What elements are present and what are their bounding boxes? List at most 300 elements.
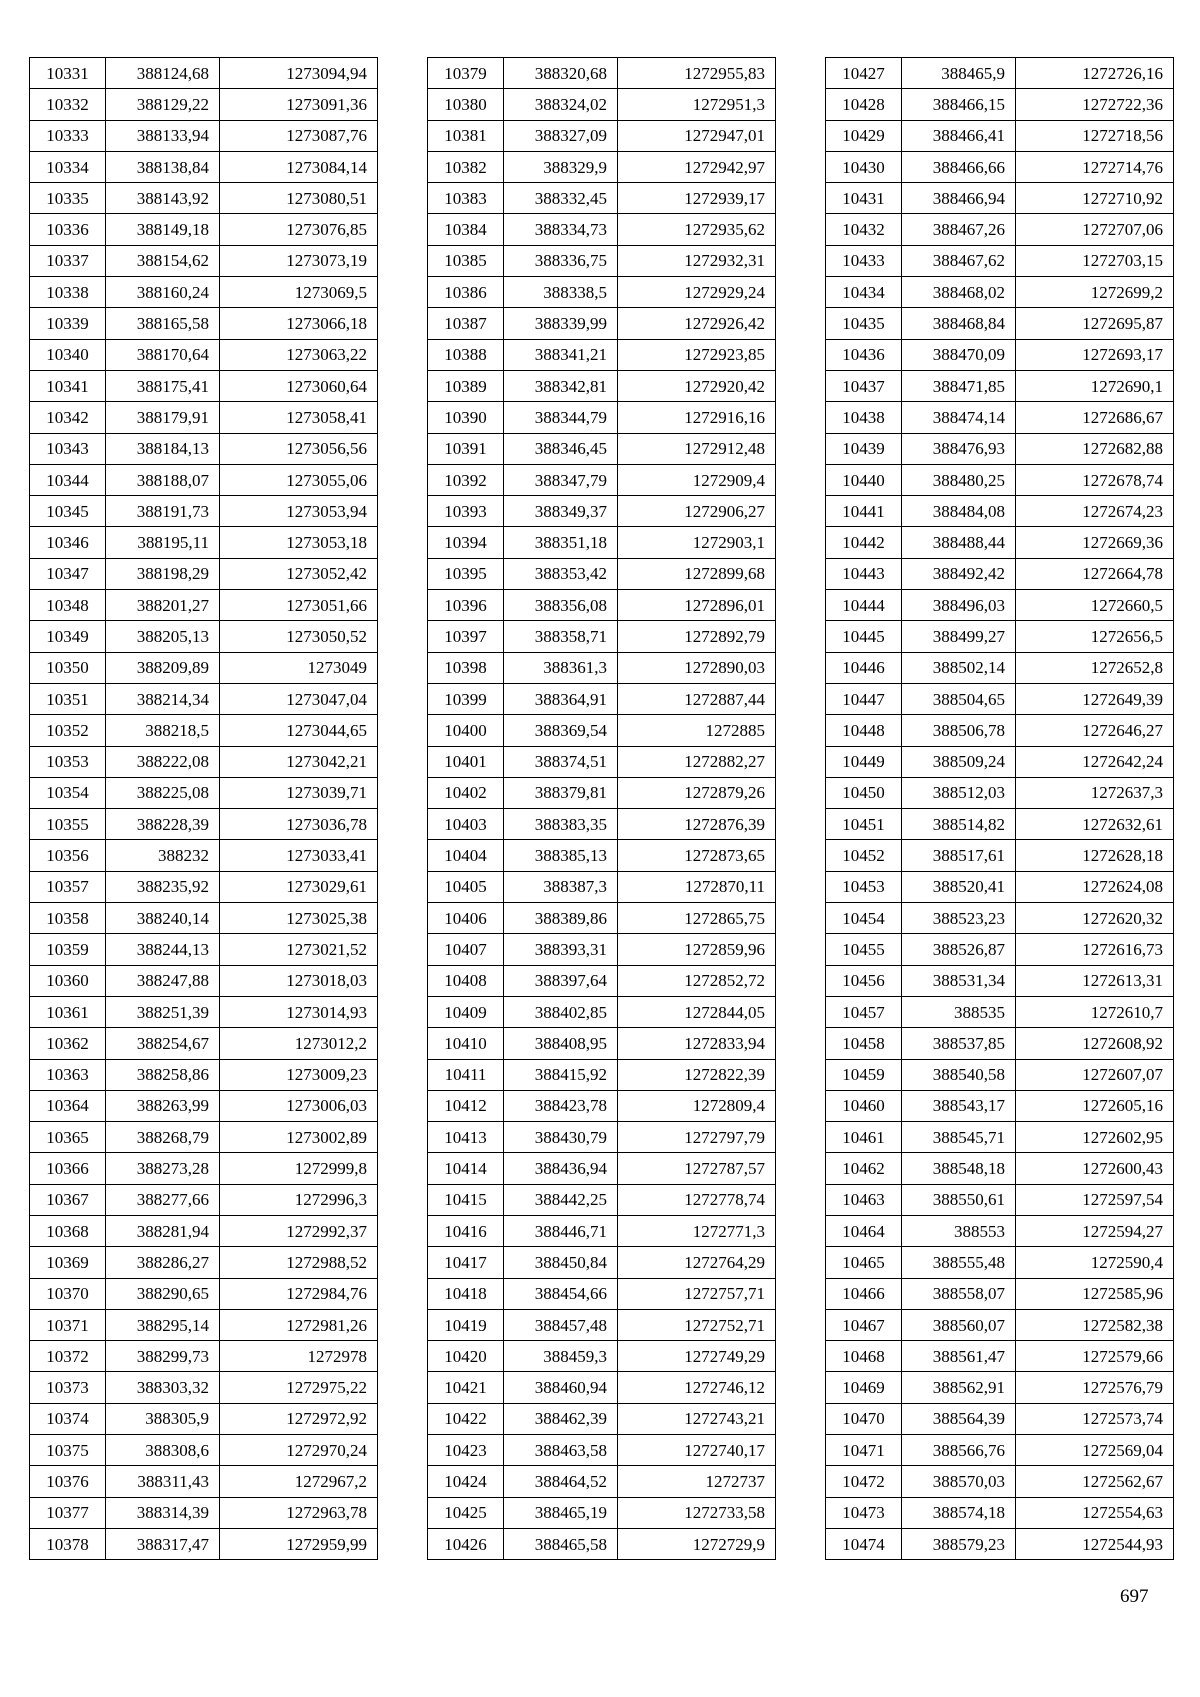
table-row: [30, 621, 378, 652]
point-number-cell: 10444: [826, 590, 902, 621]
table-row: [30, 1528, 378, 1559]
point-number-cell: 10346: [30, 527, 106, 558]
y-coordinate-cell: 1272865,75: [618, 903, 776, 934]
y-coordinate-cell: 1273060,64: [220, 370, 378, 401]
point-number-cell: 10334: [30, 151, 106, 182]
table-row: [826, 715, 1174, 746]
point-number-cell: 10433: [826, 245, 902, 276]
y-coordinate-cell: 1272590,4: [1016, 1247, 1174, 1278]
table-row: [826, 746, 1174, 777]
x-coordinate-cell: 388329,9: [504, 151, 618, 182]
x-coordinate-cell: 388129,22: [106, 89, 220, 120]
x-coordinate-cell: 388402,85: [504, 996, 618, 1027]
table-row: [826, 433, 1174, 464]
x-coordinate-cell: 388251,39: [106, 996, 220, 1027]
table-row: [826, 1028, 1174, 1059]
table-row: [826, 621, 1174, 652]
table-row: [826, 652, 1174, 683]
table-body: [826, 58, 1174, 1560]
point-number-cell: 10462: [826, 1153, 902, 1184]
table-row: [428, 558, 776, 589]
y-coordinate-cell: 1273025,38: [220, 903, 378, 934]
x-coordinate-cell: 388349,37: [504, 496, 618, 527]
x-coordinate-cell: 388364,91: [504, 683, 618, 714]
x-coordinate-cell: 388436,94: [504, 1153, 618, 1184]
table-row: [30, 151, 378, 182]
point-number-cell: 10365: [30, 1122, 106, 1153]
x-coordinate-cell: 388504,65: [902, 683, 1016, 714]
y-coordinate-cell: 1272710,92: [1016, 183, 1174, 214]
x-coordinate-cell: 388562,91: [902, 1372, 1016, 1403]
table-row: [428, 715, 776, 746]
table-row: [428, 308, 776, 339]
y-coordinate-cell: 1272620,32: [1016, 903, 1174, 934]
y-coordinate-cell: 1272637,3: [1016, 777, 1174, 808]
x-coordinate-cell: 388160,24: [106, 277, 220, 308]
point-number-cell: 10333: [30, 120, 106, 151]
x-coordinate-cell: 388374,51: [504, 746, 618, 777]
table-row: [428, 151, 776, 182]
x-coordinate-cell: 388535: [902, 996, 1016, 1027]
point-number-cell: 10418: [428, 1278, 504, 1309]
y-coordinate-cell: 1272605,16: [1016, 1090, 1174, 1121]
y-coordinate-cell: 1272695,87: [1016, 308, 1174, 339]
y-coordinate-cell: 1272607,07: [1016, 1059, 1174, 1090]
x-coordinate-cell: 388154,62: [106, 245, 220, 276]
y-coordinate-cell: 1272714,76: [1016, 151, 1174, 182]
y-coordinate-cell: 1273053,18: [220, 527, 378, 558]
point-number-cell: 10454: [826, 903, 902, 934]
table-row: [30, 527, 378, 558]
table-row: [428, 1403, 776, 1434]
point-number-cell: 10335: [30, 183, 106, 214]
x-coordinate-cell: 388244,13: [106, 934, 220, 965]
table-row: [30, 464, 378, 495]
point-number-cell: 10389: [428, 370, 504, 401]
point-number-cell: 10338: [30, 277, 106, 308]
x-coordinate-cell: 388295,14: [106, 1309, 220, 1340]
point-number-cell: 10436: [826, 339, 902, 370]
table-row: [826, 464, 1174, 495]
table-row: [826, 1090, 1174, 1121]
table-row: [428, 1528, 776, 1559]
table-row: [30, 1247, 378, 1278]
x-coordinate-cell: 388385,13: [504, 840, 618, 871]
x-coordinate-cell: 388484,08: [902, 496, 1016, 527]
table-row: [428, 1122, 776, 1153]
x-coordinate-cell: 388175,41: [106, 370, 220, 401]
table-row: [30, 1372, 378, 1403]
x-coordinate-cell: 388209,89: [106, 652, 220, 683]
point-number-cell: 10468: [826, 1341, 902, 1372]
table-row: [428, 1466, 776, 1497]
table-row: [428, 1278, 776, 1309]
table-body: [428, 58, 776, 1560]
y-coordinate-cell: 1272955,83: [618, 58, 776, 89]
x-coordinate-cell: 388277,66: [106, 1184, 220, 1215]
x-coordinate-cell: 388214,34: [106, 683, 220, 714]
x-coordinate-cell: 388358,71: [504, 621, 618, 652]
point-number-cell: 10358: [30, 903, 106, 934]
x-coordinate-cell: 388506,78: [902, 715, 1016, 746]
y-coordinate-cell: 1272757,71: [618, 1278, 776, 1309]
point-number-cell: 10336: [30, 214, 106, 245]
y-coordinate-cell: 1272674,23: [1016, 496, 1174, 527]
x-coordinate-cell: 388124,68: [106, 58, 220, 89]
table-row: [30, 120, 378, 151]
x-coordinate-cell: 388351,18: [504, 527, 618, 558]
point-number-cell: 10399: [428, 683, 504, 714]
x-coordinate-cell: 388446,71: [504, 1215, 618, 1246]
point-number-cell: 10463: [826, 1184, 902, 1215]
y-coordinate-cell: 1272649,39: [1016, 683, 1174, 714]
point-number-cell: 10413: [428, 1122, 504, 1153]
y-coordinate-cell: 1272718,56: [1016, 120, 1174, 151]
x-coordinate-cell: 388332,45: [504, 183, 618, 214]
table-row: [428, 746, 776, 777]
x-coordinate-cell: 388356,08: [504, 590, 618, 621]
y-coordinate-cell: 1273053,94: [220, 496, 378, 527]
table-row: [30, 339, 378, 370]
table-row: [428, 433, 776, 464]
y-coordinate-cell: 1273033,41: [220, 840, 378, 871]
x-coordinate-cell: 388341,21: [504, 339, 618, 370]
table-row: [826, 339, 1174, 370]
y-coordinate-cell: 1272737: [618, 1466, 776, 1497]
y-coordinate-cell: 1273039,71: [220, 777, 378, 808]
point-number-cell: 10332: [30, 89, 106, 120]
y-coordinate-cell: 1272992,37: [220, 1215, 378, 1246]
x-coordinate-cell: 388512,03: [902, 777, 1016, 808]
point-number-cell: 10402: [428, 777, 504, 808]
y-coordinate-cell: 1273009,23: [220, 1059, 378, 1090]
point-number-cell: 10337: [30, 245, 106, 276]
x-coordinate-cell: 388423,78: [504, 1090, 618, 1121]
x-coordinate-cell: 388540,58: [902, 1059, 1016, 1090]
table-row: [30, 934, 378, 965]
y-coordinate-cell: 1272929,24: [618, 277, 776, 308]
point-number-cell: 10449: [826, 746, 902, 777]
point-number-cell: 10437: [826, 370, 902, 401]
y-coordinate-cell: 1272562,67: [1016, 1466, 1174, 1497]
table-row: [428, 1309, 776, 1340]
point-number-cell: 10411: [428, 1059, 504, 1090]
x-coordinate-cell: 388526,87: [902, 934, 1016, 965]
x-coordinate-cell: 388553: [902, 1215, 1016, 1246]
y-coordinate-cell: 1272916,16: [618, 402, 776, 433]
y-coordinate-cell: 1272870,11: [618, 871, 776, 902]
y-coordinate-cell: 1272887,44: [618, 683, 776, 714]
point-number-cell: 10410: [428, 1028, 504, 1059]
table-row: [30, 1122, 378, 1153]
point-number-cell: 10460: [826, 1090, 902, 1121]
table-row: [30, 1153, 378, 1184]
page-number: 697: [1120, 1586, 1149, 1607]
point-number-cell: 10458: [826, 1028, 902, 1059]
point-number-cell: 10364: [30, 1090, 106, 1121]
table-row: [428, 120, 776, 151]
x-coordinate-cell: 388198,29: [106, 558, 220, 589]
y-coordinate-cell: 1273002,89: [220, 1122, 378, 1153]
y-coordinate-cell: 1272660,5: [1016, 590, 1174, 621]
x-coordinate-cell: 388548,18: [902, 1153, 1016, 1184]
table-row: [826, 965, 1174, 996]
y-coordinate-cell: 1273051,66: [220, 590, 378, 621]
x-coordinate-cell: 388460,94: [504, 1372, 618, 1403]
point-number-cell: 10349: [30, 621, 106, 652]
x-coordinate-cell: 388464,52: [504, 1466, 618, 1497]
x-coordinate-cell: 388415,92: [504, 1059, 618, 1090]
point-number-cell: 10395: [428, 558, 504, 589]
point-number-cell: 10362: [30, 1028, 106, 1059]
point-number-cell: 10396: [428, 590, 504, 621]
point-number-cell: 10344: [30, 464, 106, 495]
y-coordinate-cell: 1272959,99: [220, 1528, 378, 1559]
y-coordinate-cell: 1272876,39: [618, 809, 776, 840]
x-coordinate-cell: 388450,84: [504, 1247, 618, 1278]
y-coordinate-cell: 1272939,17: [618, 183, 776, 214]
x-coordinate-cell: 388514,82: [902, 809, 1016, 840]
point-number-cell: 10339: [30, 308, 106, 339]
y-coordinate-cell: 1272947,01: [618, 120, 776, 151]
x-coordinate-cell: 388579,23: [902, 1528, 1016, 1559]
point-number-cell: 10383: [428, 183, 504, 214]
point-number-cell: 10385: [428, 245, 504, 276]
x-coordinate-cell: 388488,44: [902, 527, 1016, 558]
y-coordinate-cell: 1272608,92: [1016, 1028, 1174, 1059]
table-row: [826, 1341, 1174, 1372]
table-row: [30, 683, 378, 714]
table-row: [826, 1372, 1174, 1403]
table-row: [826, 370, 1174, 401]
point-number-cell: 10369: [30, 1247, 106, 1278]
point-number-cell: 10443: [826, 558, 902, 589]
point-number-cell: 10412: [428, 1090, 504, 1121]
x-coordinate-cell: 388346,45: [504, 433, 618, 464]
table-row: [30, 652, 378, 683]
point-number-cell: 10345: [30, 496, 106, 527]
y-coordinate-cell: 1273036,78: [220, 809, 378, 840]
point-number-cell: 10407: [428, 934, 504, 965]
y-coordinate-cell: 1273080,51: [220, 183, 378, 214]
table-row: [826, 245, 1174, 276]
table-row: [428, 245, 776, 276]
y-coordinate-cell: 1272664,78: [1016, 558, 1174, 589]
y-coordinate-cell: 1272967,2: [220, 1466, 378, 1497]
table-row: [30, 1215, 378, 1246]
y-coordinate-cell: 1272885: [618, 715, 776, 746]
point-number-cell: 10363: [30, 1059, 106, 1090]
y-coordinate-cell: 1272909,4: [618, 464, 776, 495]
y-coordinate-cell: 1273044,65: [220, 715, 378, 746]
x-coordinate-cell: 388184,13: [106, 433, 220, 464]
y-coordinate-cell: 1273006,03: [220, 1090, 378, 1121]
point-number-cell: 10368: [30, 1215, 106, 1246]
point-number-cell: 10352: [30, 715, 106, 746]
point-number-cell: 10401: [428, 746, 504, 777]
y-coordinate-cell: 1272978: [220, 1341, 378, 1372]
x-coordinate-cell: 388268,79: [106, 1122, 220, 1153]
table-row: [428, 1341, 776, 1372]
point-number-cell: 10340: [30, 339, 106, 370]
x-coordinate-cell: 388545,71: [902, 1122, 1016, 1153]
x-coordinate-cell: 388457,48: [504, 1309, 618, 1340]
x-coordinate-cell: 388149,18: [106, 214, 220, 245]
table-row: [30, 1059, 378, 1090]
table-row: [428, 809, 776, 840]
table-row: [826, 777, 1174, 808]
table-row: [30, 996, 378, 1027]
point-number-cell: 10381: [428, 120, 504, 151]
table-row: [826, 996, 1174, 1027]
x-coordinate-cell: 388564,39: [902, 1403, 1016, 1434]
point-number-cell: 10386: [428, 277, 504, 308]
y-coordinate-cell: 1272988,52: [220, 1247, 378, 1278]
x-coordinate-cell: 388205,13: [106, 621, 220, 652]
x-coordinate-cell: 388466,66: [902, 151, 1016, 182]
table-row: [428, 277, 776, 308]
point-number-cell: 10361: [30, 996, 106, 1027]
point-number-cell: 10451: [826, 809, 902, 840]
table-row: [30, 1184, 378, 1215]
table-row: [30, 1028, 378, 1059]
table-row: [30, 496, 378, 527]
x-coordinate-cell: 388387,3: [504, 871, 618, 902]
y-coordinate-cell: 1272554,63: [1016, 1497, 1174, 1528]
point-number-cell: 10394: [428, 527, 504, 558]
point-number-cell: 10380: [428, 89, 504, 120]
y-coordinate-cell: 1272690,1: [1016, 370, 1174, 401]
point-number-cell: 10393: [428, 496, 504, 527]
x-coordinate-cell: 388463,58: [504, 1435, 618, 1466]
y-coordinate-cell: 1272678,74: [1016, 464, 1174, 495]
x-coordinate-cell: 388566,76: [902, 1435, 1016, 1466]
y-coordinate-cell: 1272932,31: [618, 245, 776, 276]
x-coordinate-cell: 388537,85: [902, 1028, 1016, 1059]
x-coordinate-cell: 388454,66: [504, 1278, 618, 1309]
y-coordinate-cell: 1273084,14: [220, 151, 378, 182]
y-coordinate-cell: 1272726,16: [1016, 58, 1174, 89]
point-number-cell: 10354: [30, 777, 106, 808]
point-number-cell: 10404: [428, 840, 504, 871]
y-coordinate-cell: 1273042,21: [220, 746, 378, 777]
y-coordinate-cell: 1272594,27: [1016, 1215, 1174, 1246]
table-row: [826, 1153, 1174, 1184]
point-number-cell: 10464: [826, 1215, 902, 1246]
table-row: [428, 996, 776, 1027]
y-coordinate-cell: 1272746,12: [618, 1372, 776, 1403]
point-number-cell: 10405: [428, 871, 504, 902]
x-coordinate-cell: 388254,67: [106, 1028, 220, 1059]
x-coordinate-cell: 388258,86: [106, 1059, 220, 1090]
y-coordinate-cell: 1272585,96: [1016, 1278, 1174, 1309]
point-number-cell: 10350: [30, 652, 106, 683]
table-row: [826, 809, 1174, 840]
table-row: [826, 1184, 1174, 1215]
table-row: [30, 183, 378, 214]
x-coordinate-cell: 388334,73: [504, 214, 618, 245]
y-coordinate-cell: 1272628,18: [1016, 840, 1174, 871]
y-coordinate-cell: 1272722,36: [1016, 89, 1174, 120]
point-number-cell: 10377: [30, 1497, 106, 1528]
x-coordinate-cell: 388574,18: [902, 1497, 1016, 1528]
x-coordinate-cell: 388465,19: [504, 1497, 618, 1528]
table-row: [30, 370, 378, 401]
y-coordinate-cell: 1273055,06: [220, 464, 378, 495]
y-coordinate-cell: 1272652,8: [1016, 652, 1174, 683]
table-row: [428, 1497, 776, 1528]
table-row: [826, 871, 1174, 902]
point-number-cell: 10417: [428, 1247, 504, 1278]
table-row: [826, 527, 1174, 558]
table-row: [428, 89, 776, 120]
table-row: [428, 214, 776, 245]
x-coordinate-cell: 388480,25: [902, 464, 1016, 495]
table-row: [428, 1247, 776, 1278]
point-number-cell: 10382: [428, 151, 504, 182]
table-row: [30, 1403, 378, 1434]
table-row: [428, 402, 776, 433]
table-row: [30, 1090, 378, 1121]
y-coordinate-cell: 1272669,36: [1016, 527, 1174, 558]
table-row: [826, 934, 1174, 965]
point-number-cell: 10379: [428, 58, 504, 89]
y-coordinate-cell: 1272544,93: [1016, 1528, 1174, 1559]
table-row: [428, 934, 776, 965]
table-row: [428, 871, 776, 902]
y-coordinate-cell: 1272642,24: [1016, 746, 1174, 777]
table-row: [30, 1435, 378, 1466]
point-number-cell: 10446: [826, 652, 902, 683]
x-coordinate-cell: 388225,08: [106, 777, 220, 808]
coordinate-table-3: [825, 57, 1174, 1560]
x-coordinate-cell: 388273,28: [106, 1153, 220, 1184]
table-row: [428, 1184, 776, 1215]
y-coordinate-cell: 1273012,2: [220, 1028, 378, 1059]
x-coordinate-cell: 388247,88: [106, 965, 220, 996]
y-coordinate-cell: 1273073,19: [220, 245, 378, 276]
x-coordinate-cell: 388218,5: [106, 715, 220, 746]
x-coordinate-cell: 388459,3: [504, 1341, 618, 1372]
table-row: [30, 809, 378, 840]
point-number-cell: 10423: [428, 1435, 504, 1466]
point-number-cell: 10421: [428, 1372, 504, 1403]
x-coordinate-cell: 388336,75: [504, 245, 618, 276]
table-row: [30, 308, 378, 339]
point-number-cell: 10373: [30, 1372, 106, 1403]
x-coordinate-cell: 388240,14: [106, 903, 220, 934]
table-row: [826, 1403, 1174, 1434]
y-coordinate-cell: 1272859,96: [618, 934, 776, 965]
table-row: [30, 777, 378, 808]
point-number-cell: 10430: [826, 151, 902, 182]
table-row: [826, 558, 1174, 589]
table-row: [428, 1059, 776, 1090]
point-number-cell: 10348: [30, 590, 106, 621]
x-coordinate-cell: 388317,47: [106, 1528, 220, 1559]
x-coordinate-cell: 388555,48: [902, 1247, 1016, 1278]
y-coordinate-cell: 1272764,29: [618, 1247, 776, 1278]
y-coordinate-cell: 1272602,95: [1016, 1122, 1174, 1153]
x-coordinate-cell: 388369,54: [504, 715, 618, 746]
table-row: [30, 746, 378, 777]
table-row: [428, 965, 776, 996]
x-coordinate-cell: 388502,14: [902, 652, 1016, 683]
point-number-cell: 10450: [826, 777, 902, 808]
y-coordinate-cell: 1272833,94: [618, 1028, 776, 1059]
x-coordinate-cell: 388303,32: [106, 1372, 220, 1403]
y-coordinate-cell: 1272610,7: [1016, 996, 1174, 1027]
